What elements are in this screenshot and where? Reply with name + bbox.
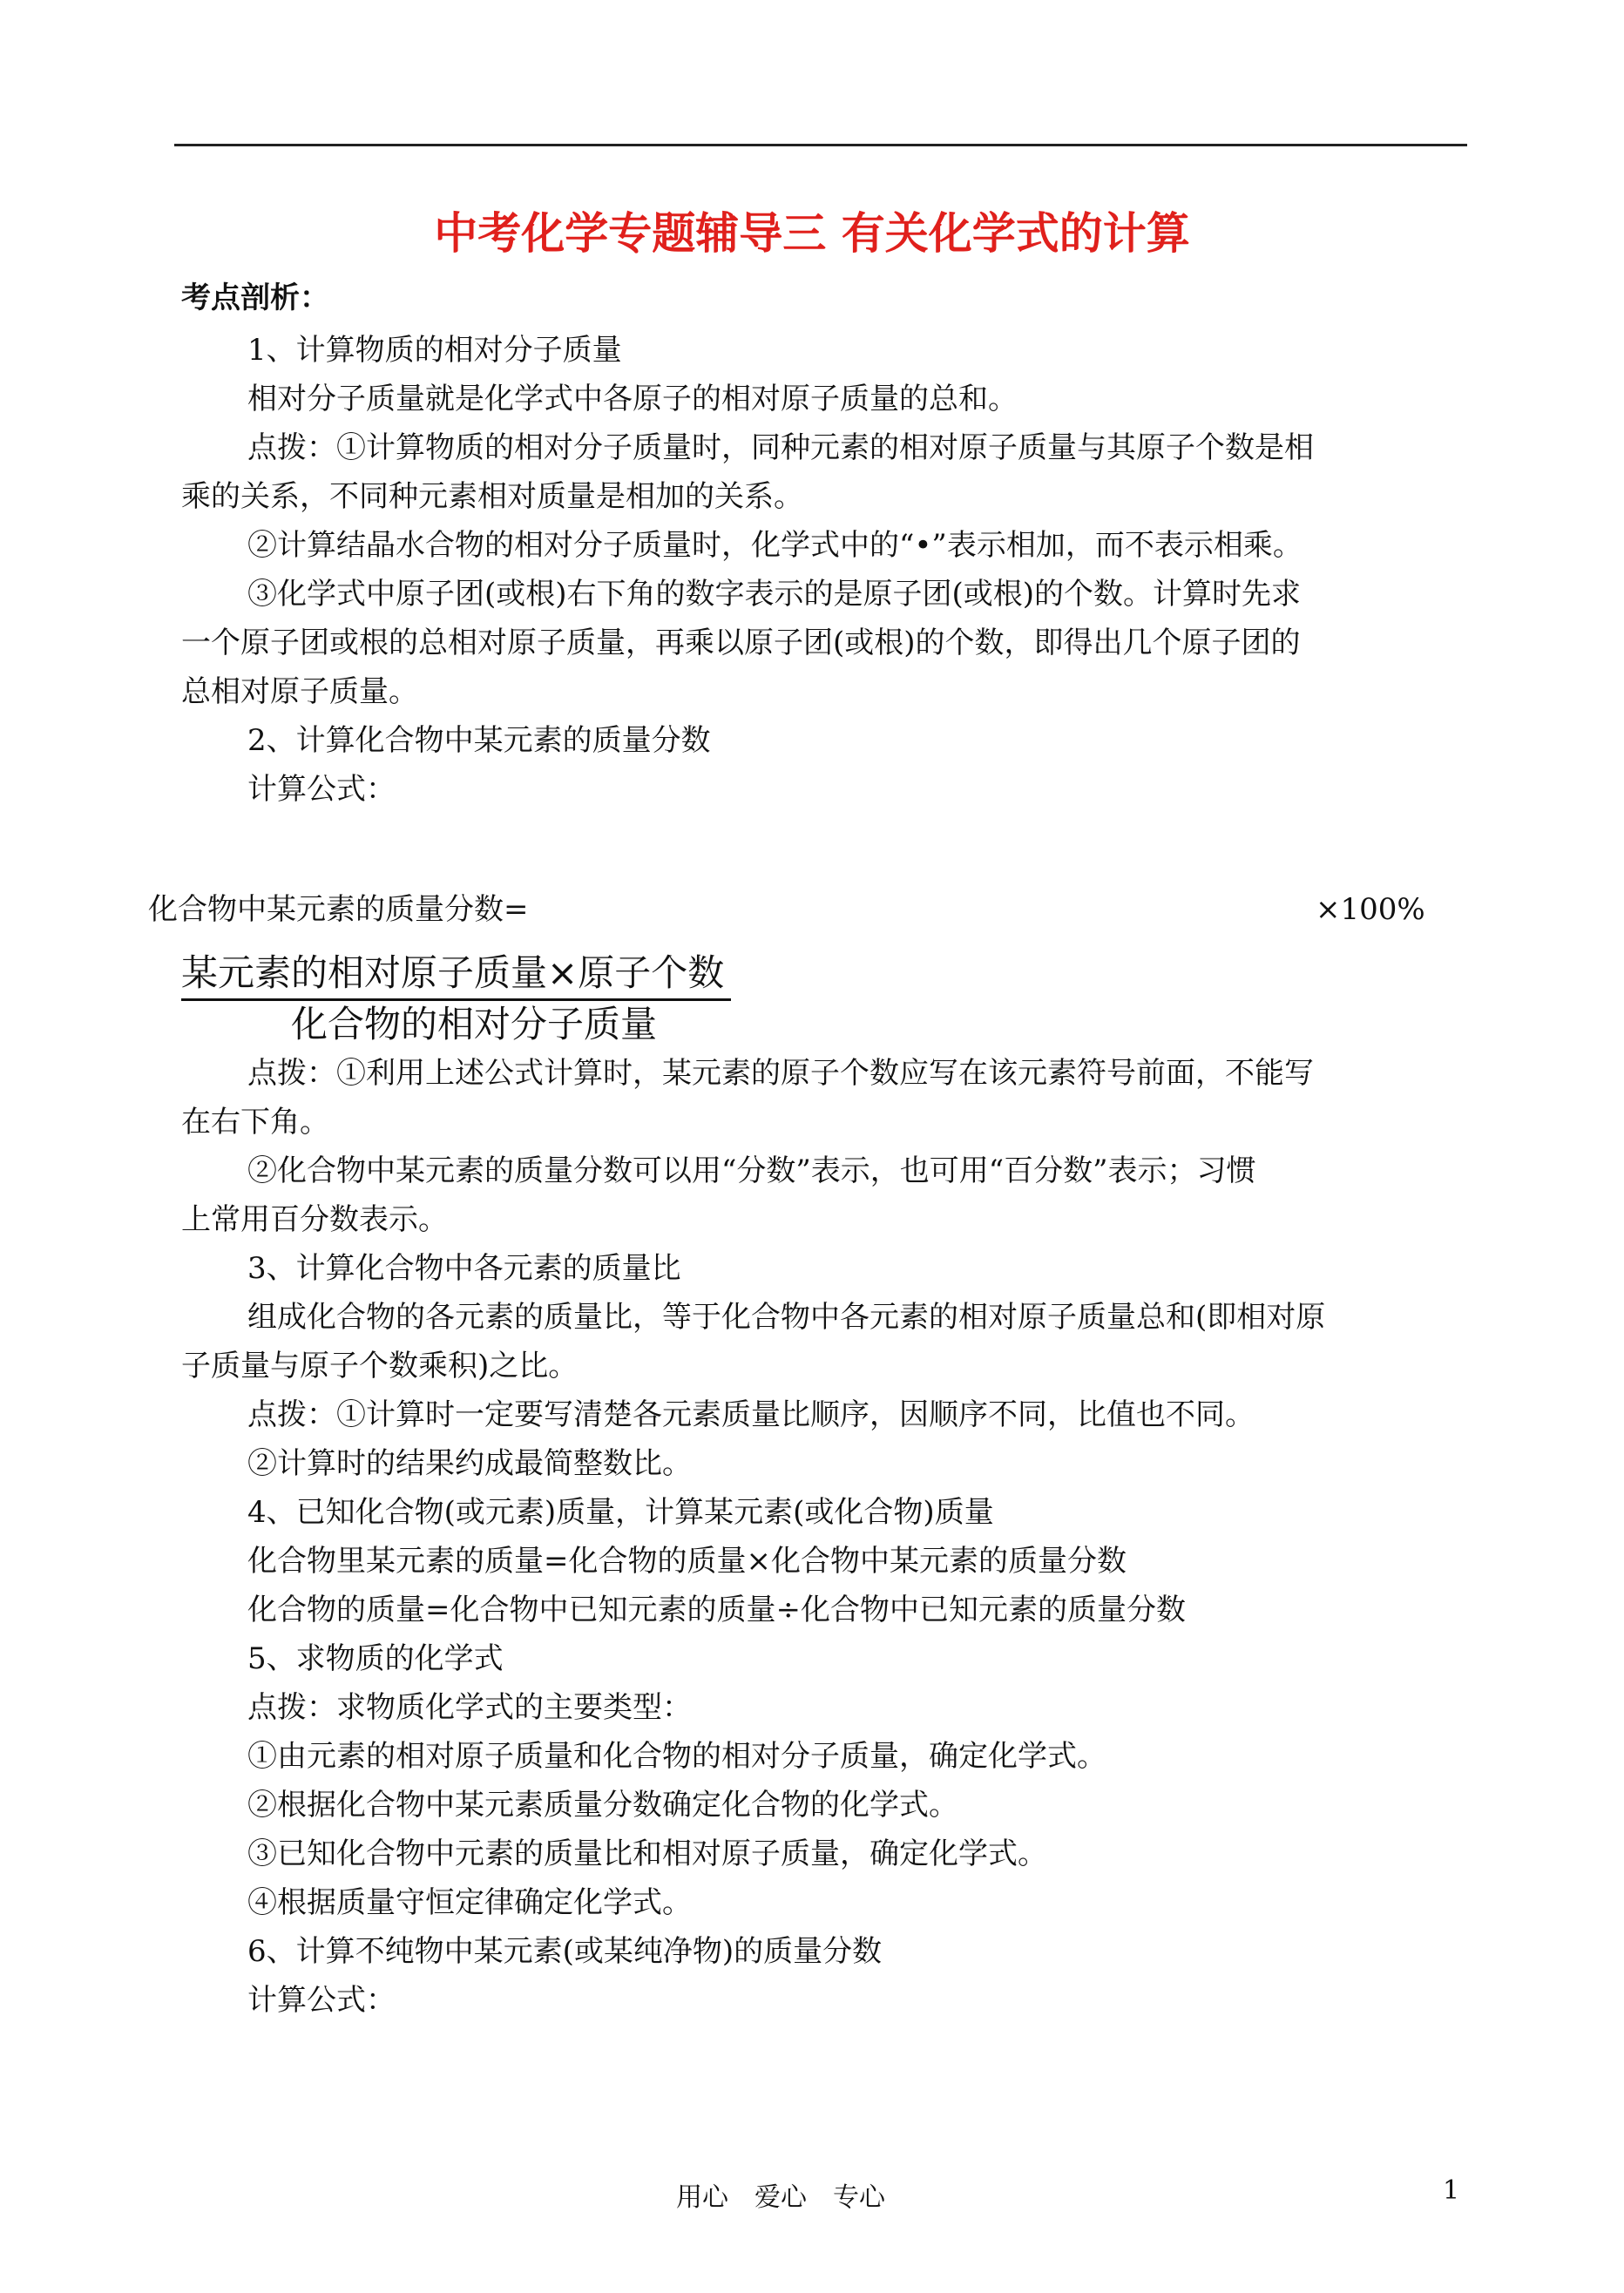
footer-motto: 用心 爱心 专心 (676, 2182, 885, 2213)
section-1-heading: 1、计算物质的相对分子质量 (247, 333, 622, 368)
paragraph-line: 计算公式： (247, 772, 396, 807)
paragraph-line: 计算公式： (247, 1983, 396, 2018)
section-heading: 考点剖析： (181, 281, 329, 315)
paragraph-line: 子质量与原子个数乘积)之比。 (181, 1349, 579, 1383)
paragraph-line: ③化学式中原子团(或根)右下角的数字表示的是原子团(或根)的个数。计算时先求 (247, 577, 1302, 612)
section-5-heading: 5、求物质的化学式 (247, 1641, 504, 1676)
paragraph-line: ②计算时的结果约成最简整数比。 (247, 1446, 692, 1481)
paragraph-line: 组成化合物的各元素的质量比，等于化合物中各元素的相对原子质量总和(即相对原 (247, 1300, 1326, 1335)
paragraph-line: 一个原子团或根的总相对原子质量，再乘以原子团(或根)的个数，即得出几个原子团的 (181, 626, 1301, 660)
page-title: 中考化学专题辅导三 有关化学式的计算 (434, 208, 1190, 259)
paragraph-line: 在右下角。 (181, 1105, 329, 1140)
paragraph-line: 乘的关系，不同种元素相对质量是相加的关系。 (181, 479, 803, 514)
paragraph-line: ②化合物中某元素的质量分数可以用“分数”表示，也可用“百分数”表示；习惯 (247, 1153, 1256, 1188)
paragraph-line: 总相对原子质量。 (181, 674, 418, 709)
formula-numerator: 某元素的相对原子质量×原子个数 (181, 951, 731, 1001)
paragraph-line: 点拨：①利用上述公式计算时，某元素的原子个数应写在该元素符号前面，不能写 (247, 1056, 1314, 1091)
paragraph-line: 化合物里某元素的质量=化合物的质量×化合物中某元素的质量分数 (247, 1544, 1127, 1579)
paragraph-line: ④根据质量守恒定律确定化学式。 (247, 1885, 692, 1920)
paragraph-line: 上常用百分数表示。 (181, 1202, 448, 1237)
formula-denominator: 化合物的相对分子质量 (291, 1003, 658, 1045)
paragraph-line: ③已知化合物中元素的质量比和相对原子质量，确定化学式。 (247, 1836, 1047, 1871)
paragraph-line: 点拨：求物质化学式的主要类型： (247, 1690, 692, 1725)
paragraph-line: ①由元素的相对原子质量和化合物的相对分子质量，确定化学式。 (247, 1739, 1106, 1774)
section-6-heading: 6、计算不纯物中某元素(或某纯净物)的质量分数 (247, 1934, 883, 1969)
paragraph-line: 化合物的质量=化合物中已知元素的质量÷化合物中已知元素的质量分数 (247, 1593, 1186, 1627)
paragraph-line: 点拨：①计算时一定要写清楚各元素质量比顺序，因顺序不同，比值也不同。 (247, 1397, 1255, 1432)
page-number: 1 (1443, 2175, 1460, 2206)
section-3-heading: 3、计算化合物中各元素的质量比 (247, 1251, 681, 1286)
header-rule (174, 144, 1467, 146)
paragraph-line: 相对分子质量就是化学式中各原子的相对原子质量的总和。 (247, 382, 1018, 416)
section-4-heading: 4、已知化合物(或元素)质量，计算某元素(或化合物)质量 (247, 1495, 994, 1530)
formula-label: 化合物中某元素的质量分数= (148, 892, 529, 927)
section-2-heading: 2、计算化合物中某元素的质量分数 (247, 723, 711, 758)
paragraph-line: ②计算结晶水合物的相对分子质量时，化学式中的“•”表示相加，而不表示相乘。 (247, 528, 1303, 563)
formula-multiplier: ×100% (1316, 892, 1425, 927)
formula-fraction (181, 951, 731, 1046)
paragraph-line: 点拨：①计算物质的相对分子质量时，同种元素的相对原子质量与其原子个数是相 (247, 430, 1314, 465)
paragraph-line: ②根据化合物中某元素质量分数确定化合物的化学式。 (247, 1788, 958, 1823)
